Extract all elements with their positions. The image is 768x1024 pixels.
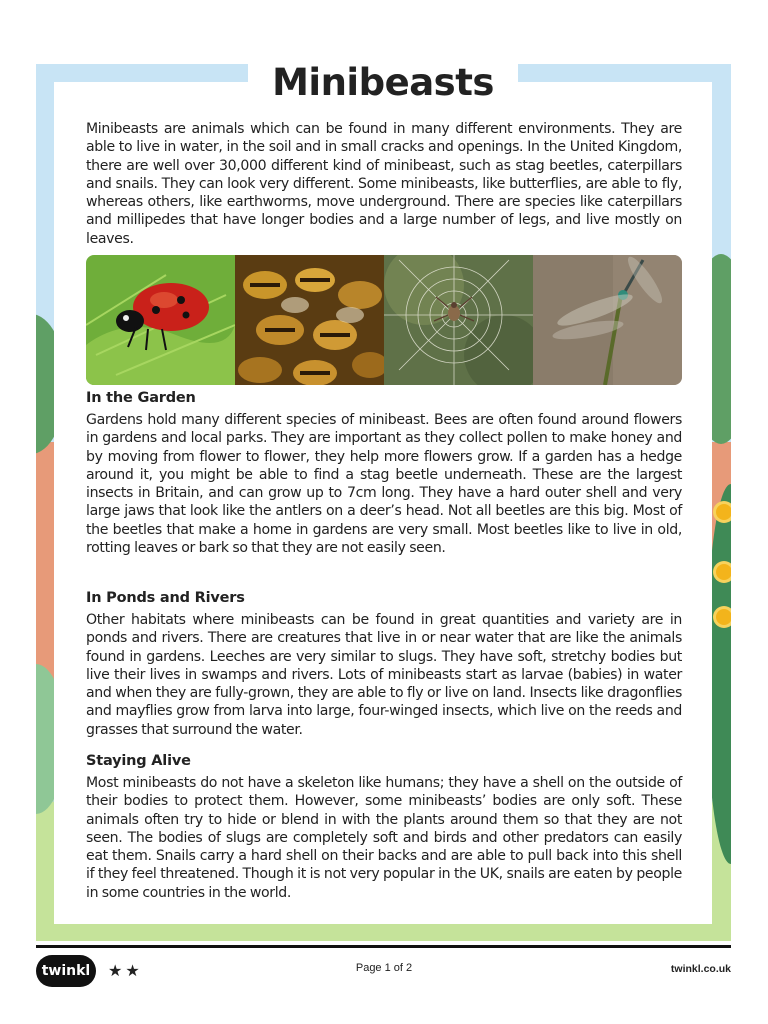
title-banner (248, 54, 518, 110)
section-paragraph: Most minibeasts do not have a skeleton like humans; they have a shell on the outside of their bodies to protect them. However, some minibeasts’ bodies are only soft. These animals often try to hide or blend in with the plants around them so that they are not seen. The bodies of slugs are completely soft and birds and other predators can easily eat them. Snails carry a hard shell on their backs and are able to pull back into this shell if they feel threatened. Though it is not very popular in the UK, snails are eaten by people in some countries in the world. (86, 775, 682, 901)
site-link[interactable]: twinkl.co.uk (670, 963, 731, 975)
flower-icon (716, 564, 731, 580)
section-garden (86, 388, 682, 557)
section-heading: Staying Alive (86, 753, 191, 769)
rating-stars-icon: ★★ (108, 961, 143, 980)
bees-photo (235, 255, 384, 385)
section-paragraph: Gardens hold many different species of minibeast. Bees are often found around flowers in gardens and local parks. They are important as they collect pollen to make honey and by moving from flower to flower, they help more flowers grow. If a garden has a hedge around it, you might be able to find a stag beetle underneath. These are the largest insects in Britain, and can grow up to 7cm long. They have a hard outer shell and very large jaws that look like the antlers on a deer’s head. Not all beetles are this big. Most of the beetles that make a home in gardens are very small. Most beetles like to live in old, rotting leaves or bark so that they are not easily seen. (86, 412, 682, 557)
section-heading: In Ponds and Rivers (86, 590, 245, 606)
photo-strip (86, 255, 682, 385)
page-number: Page 1 of 2 (355, 962, 413, 974)
page-title: Minibeasts (272, 60, 494, 104)
footer-divider (36, 945, 731, 948)
spider-web-photo (384, 255, 533, 385)
section-staying-alive (86, 751, 682, 902)
main-content (86, 120, 682, 248)
section-ponds (86, 588, 682, 739)
ladybird-photo (86, 255, 235, 385)
flower-icon (716, 609, 731, 625)
flower-icon (716, 504, 731, 520)
twinkl-logo[interactable]: twinkl (36, 955, 96, 987)
section-paragraph: Other habitats where minibeasts can be found in great quantities and variety are in ponds and rivers. There are creatures that live in or near water that are like the animals found in gardens. Leeches are very similar to slugs. They have soft, stretchy bodies but live their lives in swamps and rivers. Lots of minibeasts start as larvae (babies) in water and when they are fully-grown, they are able to fly or live on land. Insects like dragonflies and mayflies grow from larva into large, four-winged insects, which live on the reeds and grasses that surround the water. (86, 612, 682, 738)
intro-paragraph: Minibeasts are animals which can be found in many different environments. They are able to live in water, in the soil and in small cracks and openings. In the United Kingdom, there are well over 30,000 different kind of minibeast, such as stag beetles, caterpillars and snails. They can look very different. Some minibeasts, like butterflies, are able to fly, whereas others, like earthworms, move underground. There are species like caterpillars and millipedes that have longer bodies and a large number of legs, and live mostly on leaves. (86, 121, 682, 247)
section-heading: In the Garden (86, 390, 196, 406)
dragonfly-photo (533, 255, 682, 385)
